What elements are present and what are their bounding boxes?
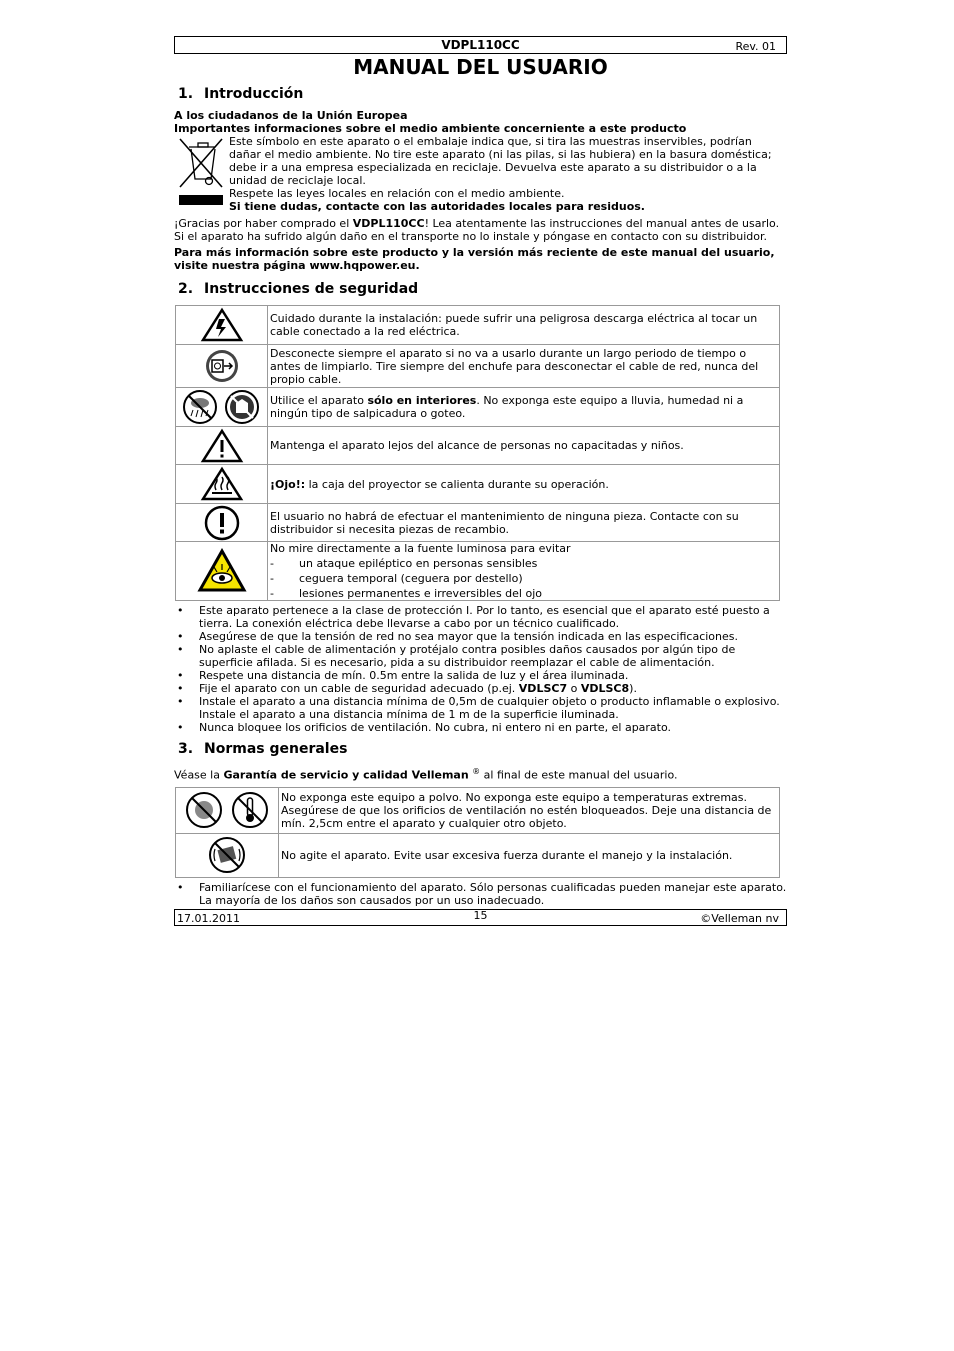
safety-row xyxy=(176,306,780,345)
section3-heading: 3. Normas generales xyxy=(178,741,348,757)
more-info-paragraph: Para más información sobre este producto y la versión más reciente de este manual del usuario, visite nuestra página www.hqpower.eu. xyxy=(174,246,775,272)
safety-row xyxy=(176,427,780,465)
safety-text: ¡Ojo!: la caja del proyector se calienta durante su operación. xyxy=(268,465,780,504)
list-item: • No aplaste el cable de alimentación y protéjalo contra posibles daños causados por algún tipo de superficie afilada. Si es necesario, pida a su distribuidor reemplazar el cable de alimentación. xyxy=(174,643,787,669)
safety-row xyxy=(176,465,780,504)
page-footer xyxy=(174,909,787,926)
safety-row xyxy=(176,345,780,388)
page-title: MANUAL DEL USUARIO xyxy=(353,55,608,79)
header-model: VDPL110CC xyxy=(441,38,520,52)
safety-text: Desconecte siempre el aparato si no va a usarlo durante un largo periodo de tiempo o antes de limpiarlo. Tire siempre del enchufe para desconectar el cable de red, nunca del propio cable. xyxy=(268,345,780,388)
eye-hazard-icon xyxy=(176,542,268,601)
rules-row xyxy=(176,787,780,833)
weee-text-2: Respete las leyes locales en relación con el medio ambiente. xyxy=(229,187,565,200)
list-item: • Respete una distancia de mín. 0.5m entre la salida de luz y el área iluminada. xyxy=(174,669,787,682)
safety-row xyxy=(176,542,780,601)
list-item: • Familiarícese con el funcionamiento del aparato. Sólo personas cualificadas pueden manejar este aparato. La mayoría de los daños son causados por un uso inadecuado. xyxy=(174,881,787,907)
section1-heading: 1. Introducción xyxy=(178,86,304,102)
list-item: • Este aparato pertenece a la clase de protección I. Por lo tanto, es esencial que el aparato esté puesto a tierra. La conexión eléctrica debe llevarse a cabo por un técnico cualificado. xyxy=(174,604,787,630)
no-dust-icon xyxy=(176,787,279,833)
thanks-paragraph: ¡Gracias por haber comprado el VDPL110CC! Lea atentamente las instrucciones del manual antes de usarlo. Si el aparato ha sufrido algún daño en el transporte no lo instale y póngase en contacto con su distribuidor. xyxy=(174,217,780,243)
weee-notice xyxy=(174,135,787,213)
rules-text: No agite el aparato. Evite usar excesiva fuerza durante el manejo y la instalación. xyxy=(279,833,780,877)
safety-text: Utilice el aparato sólo en interiores. No exponga este equipo a lluvia, humedad ni a ningún tipo de salpicadura o goteo. xyxy=(268,388,780,427)
safety-text: Cuidado durante la instalación: puede sufrir una peligrosa descarga eléctrica al tocar un cable conectado a la red eléctrica. xyxy=(268,306,780,345)
footer-copyright: ©Velleman nv xyxy=(700,912,779,925)
no-shake-icon xyxy=(176,833,279,877)
page-number: 15 xyxy=(473,909,488,922)
list-item: • Instale el aparato a una distancia mínima de 0,5m de cualquier objeto o producto inflamable o explosivo. Instale el aparato a una distancia mínima de 1 m de la superficie iluminada. xyxy=(174,695,787,721)
list-item: • Nunca bloquee los orificios de ventilación. No cubra, ni entero ni en parte, el aparato. xyxy=(174,721,787,734)
warning-triangle-icon xyxy=(176,427,268,465)
rules-text: No exponga este equipo a polvo. No exponga este equipo a temperaturas extremas. Asegúrese de que los orificios de ventilación no estén bloqueados. Deje una distancia de mín. 2,5cm entre el aparato y cualquier otro objeto. xyxy=(279,787,780,833)
weee-text: Este símbolo en este aparato o el embalaje indica que, si tira las muestras inservibles, podrían dañar el medio ambiente. No tire este aparato (ni las pilas, si las hubiera) en la basura doméstica; debe ir a una empresa especializada en reciclaje. Devuelva este aparato a su distribuidor o a la unidad de reciclaje local. xyxy=(229,135,772,187)
env-heading: Importantes informaciones sobre el medio ambiente concerniente a este producto xyxy=(174,122,687,135)
list-item: • Fije el aparato con un cable de seguridad adecuado (p.ej. VDLSC7 o VDLSC8). xyxy=(174,682,787,695)
list-item: - un ataque epiléptico en personas sensibles xyxy=(270,557,538,570)
list-item: • Asegúrese de que la tensión de red no sea mayor que la tensión indicada en las especificaciones. xyxy=(174,630,787,643)
electric-shock-icon xyxy=(176,306,268,345)
list-item: - ceguera temporal (ceguera por destello) xyxy=(270,572,523,585)
safety-table xyxy=(175,305,780,601)
crossed-bin-icon xyxy=(177,137,225,207)
general-rules-table xyxy=(175,787,780,878)
safety-text: Mantenga el aparato lejos del alcance de personas no capacitadas y niños. xyxy=(268,427,780,465)
section2-heading: 2. Instrucciones de seguridad xyxy=(178,281,419,297)
weee-bold-text: Si tiene dudas, contacte con las autoridades locales para residuos. xyxy=(229,200,645,213)
eu-heading: A los ciudadanos de la Unión Europea xyxy=(174,109,408,122)
safety-row xyxy=(176,504,780,542)
general-bullets xyxy=(174,881,787,907)
safety-text: No mire directamente a la fuente luminosa para evitar - un ataque epiléptico en personas sensibles - ceguera temporal (ceguera por destello) - lesiones permanentes e irreversibles del ojo xyxy=(268,542,780,601)
no-rain-icon xyxy=(176,388,268,427)
manual-page xyxy=(174,36,787,907)
safety-text: El usuario no habrá de efectuar el mantenimiento de ninguna pieza. Contacte con su distribuidor si necesita piezas de recambio. xyxy=(268,504,780,542)
safety-bullets xyxy=(174,604,787,734)
header-revision: Rev. 01 xyxy=(735,40,776,53)
unplug-icon xyxy=(176,345,268,388)
section3-intro: Véase la Garantía de servicio y calidad Velleman ® al final de este manual del usuario. xyxy=(174,767,678,782)
list-item: - lesiones permanentes e irreversibles del ojo xyxy=(270,587,542,600)
exclamation-circle-icon xyxy=(176,504,268,542)
footer-date: 17.01.2011 xyxy=(177,912,240,925)
page-header xyxy=(174,36,787,54)
rules-row xyxy=(176,833,780,877)
hot-surface-icon xyxy=(176,465,268,504)
safety-row xyxy=(176,388,780,427)
